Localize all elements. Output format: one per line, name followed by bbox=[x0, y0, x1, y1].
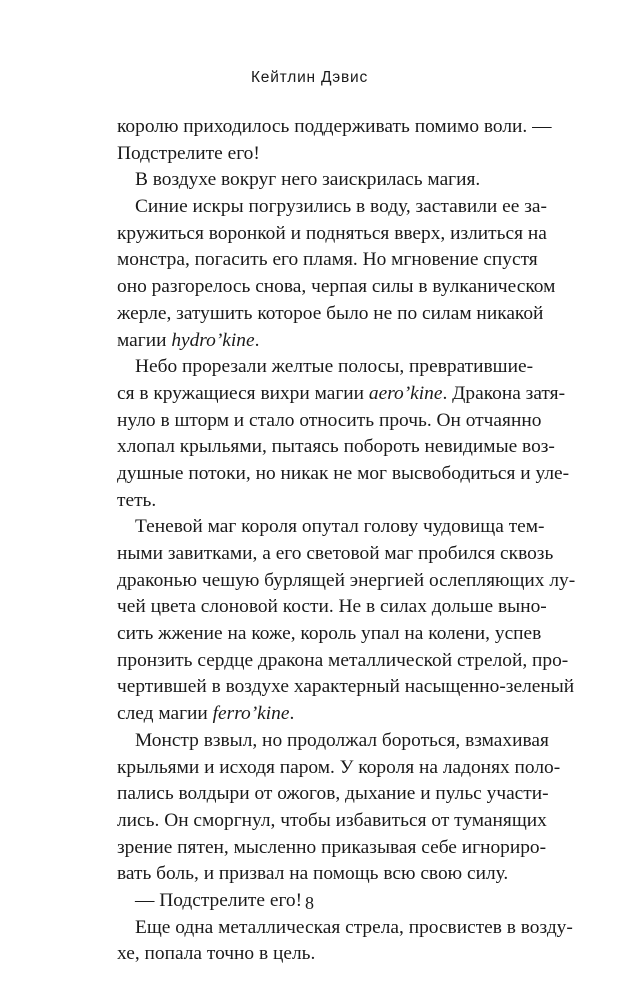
text-line bbox=[117, 621, 542, 648]
text-line bbox=[117, 381, 566, 408]
text-run: чертившей в воздухе характерный насыщенно-зеленый bbox=[117, 676, 575, 698]
text-run: лись. Он сморгнул, чтобы избавиться от туманящих bbox=[117, 809, 547, 831]
text-line bbox=[117, 941, 527, 968]
text-run: пронзить сердце дракона металлической стрелой, про- bbox=[117, 649, 569, 671]
text-line bbox=[117, 541, 554, 568]
text-run: Теневой маг короля опутал голову чудовища тем- bbox=[135, 516, 545, 538]
text-line bbox=[117, 354, 534, 381]
text-line bbox=[117, 915, 573, 942]
text-line bbox=[117, 141, 527, 168]
text-line bbox=[117, 408, 542, 435]
text-run: зрение пятен, мысленно приказывая себе игнориро- bbox=[117, 836, 547, 858]
text-run: вать боль, и призвал на помощь всю свою силу. bbox=[117, 863, 509, 885]
body-text bbox=[117, 114, 576, 968]
text-line bbox=[117, 674, 575, 701]
text-run: ся в кружащиеся вихри магии bbox=[117, 382, 369, 404]
text-line bbox=[117, 247, 538, 274]
text-line bbox=[117, 781, 549, 808]
text-line bbox=[117, 861, 527, 888]
text-line bbox=[117, 328, 527, 355]
text-run: . Дракона затя- bbox=[442, 382, 566, 404]
text-line bbox=[117, 274, 556, 301]
text-run: чей цвета слоновой кости. Не в силах дольше выно- bbox=[117, 596, 547, 618]
text-run: теть. bbox=[117, 489, 157, 511]
text-line bbox=[117, 301, 544, 328]
text-run: Синие искры погрузились в воду, заставили ее за- bbox=[135, 196, 547, 218]
text-line bbox=[117, 167, 527, 194]
text-run: нуло в шторм и стало относить прочь. Он отчаянно bbox=[117, 409, 542, 431]
text-run: кружиться воронкой и подняться вверх, излиться на bbox=[117, 222, 547, 244]
italic-term: ferro’kine bbox=[212, 703, 290, 725]
text-run: монстра, погасить его пламя. Но мгновение спустя bbox=[117, 249, 538, 271]
text-run: сить жжение на коже, король упал на колени, успев bbox=[117, 623, 542, 645]
text-run: . bbox=[254, 329, 260, 351]
text-run: Еще одна металлическая стрела, просвистев в возду- bbox=[135, 916, 573, 938]
text-run: след магии bbox=[117, 703, 213, 725]
text-run: хлопал крыльями, пытаясь побороть невидимые воз- bbox=[117, 436, 555, 458]
text-run: душные потоки, но никак не мог высвободиться и уле- bbox=[117, 462, 570, 484]
text-run: магии bbox=[117, 329, 172, 351]
text-line bbox=[117, 514, 545, 541]
running-header: Кейтлин Дэвис bbox=[250, 69, 369, 86]
text-line bbox=[117, 701, 527, 728]
text-line bbox=[117, 568, 576, 595]
text-run: королю приходилось поддерживать помимо воли. — bbox=[117, 116, 552, 137]
text-run: Подстрелите его! bbox=[117, 142, 260, 164]
text-run: Монстр взвыл, но продолжал бороться, взмахивая bbox=[135, 729, 549, 751]
text-run: оно разгорелось снова, черпая силы в вулканическом bbox=[117, 276, 556, 298]
text-line bbox=[117, 835, 547, 862]
italic-term: hydro’kine bbox=[171, 329, 255, 351]
italic-term: aero’kine bbox=[368, 382, 443, 404]
text-line bbox=[117, 488, 527, 515]
text-run: жерле, затушить которое было не по силам никакой bbox=[117, 302, 544, 324]
text-line bbox=[117, 728, 549, 755]
text-line bbox=[117, 114, 552, 141]
text-run: хе, попала точно в цель. bbox=[117, 943, 316, 965]
text-run: ными завитками, а его световой маг пробился сквозь bbox=[117, 543, 554, 564]
text-line bbox=[117, 808, 547, 835]
text-run: В воздухе вокруг него заискрилась магия. bbox=[135, 169, 481, 191]
text-run: . bbox=[289, 703, 295, 725]
text-line bbox=[117, 221, 547, 248]
text-line bbox=[117, 434, 555, 461]
text-line bbox=[117, 755, 561, 782]
page-number: 8 bbox=[305, 893, 314, 913]
text-line bbox=[117, 594, 547, 621]
text-line bbox=[117, 194, 547, 221]
text-line bbox=[117, 461, 570, 488]
text-run: Небо прорезали желтые полосы, превратившие- bbox=[135, 356, 534, 378]
text-run: пались волдыри от ожогов, дыхание и пульс участи- bbox=[117, 783, 549, 805]
text-run: крыльями и исходя паром. У короля на ладонях поло- bbox=[117, 756, 561, 778]
text-run: — Подстрелите его! bbox=[135, 889, 303, 911]
text-line bbox=[117, 648, 569, 675]
text-run: драконью чешую бурлящей энергией ослепляющих лу- bbox=[117, 569, 576, 591]
